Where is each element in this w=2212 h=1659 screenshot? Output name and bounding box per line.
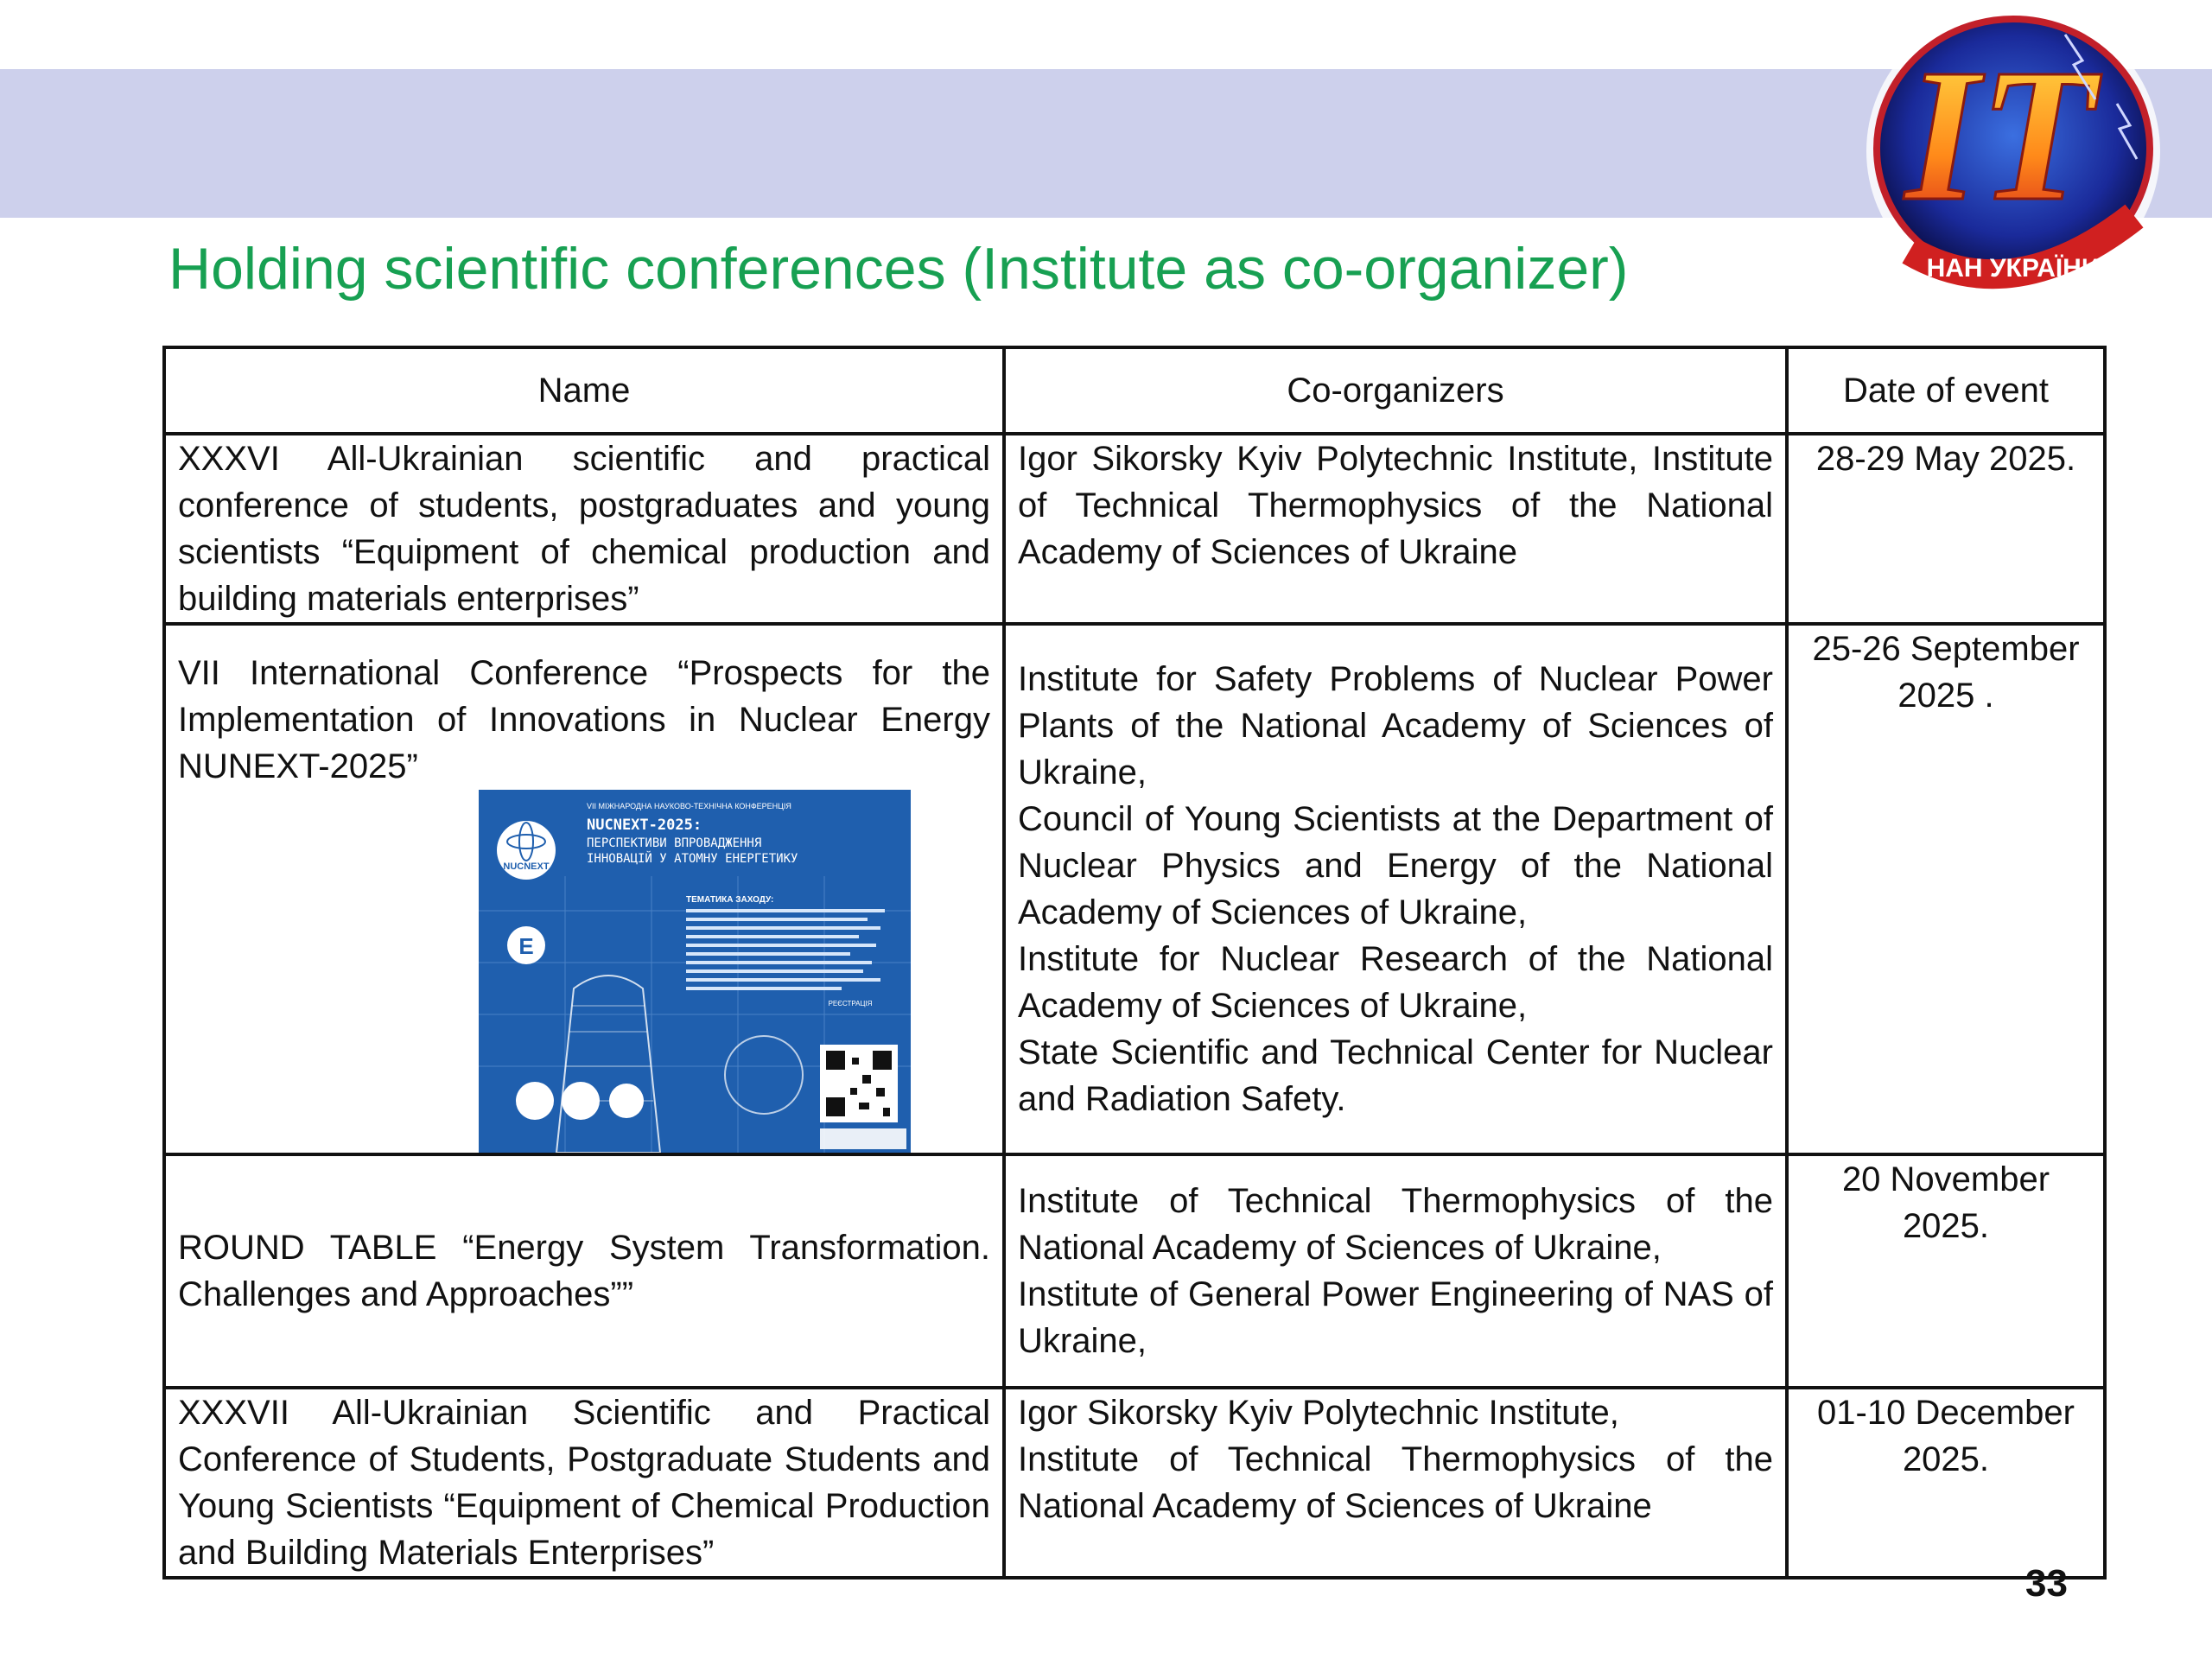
conference-date: 01-10 December 2025.	[1787, 1388, 2105, 1578]
coorganizers-text: Institute of Technical Thermophysics of the National Academy of Sciences of Ukraine, Institute of General Power Engineering of NAS of Ukraine,	[1018, 1182, 1773, 1360]
conference-name: XXXVI All-Ukrainian scientific and practical conference of students, postgraduates and young scientists “Equipment of chemical production and building materials enterprises”	[164, 434, 1004, 624]
poster-logo-text: NUCNEXT	[503, 861, 550, 872]
conference-coorganizers: Igor Sikorsky Kyiv Polytechnic Institute, Institute of Technical Thermophysics of the National Academy of Sciences of Ukraine	[1004, 434, 1787, 624]
coorganizers-text: Igor Sikorsky Kyiv Polytechnic Institute, Institute of Technical Thermophysics of the National Academy of Sciences of Ukraine	[1018, 1394, 1773, 1525]
poster-subtitle-2: ІННОВАЦІЙ У АТОМНУ ЕНЕРГЕТИКУ	[587, 852, 798, 866]
conference-date: 20 November 2025.	[1787, 1154, 2105, 1388]
page-number: 33	[2025, 1562, 2068, 1605]
header-date: Date of event	[1787, 347, 2105, 434]
table-header-row	[164, 347, 2105, 434]
svg-text:E: E	[518, 933, 534, 959]
table-row	[164, 434, 2105, 624]
conference-date: 25-26 September 2025 .	[1787, 624, 2105, 1154]
institute-logo	[1858, 0, 2169, 307]
logo-letters: ІТ	[1905, 29, 2095, 240]
poster-topics-heading: ТЕМАТИКА ЗАХОДУ:	[686, 895, 774, 905]
table-row	[164, 624, 2105, 1154]
conference-date: 28-29 May 2025.	[1787, 434, 2105, 624]
conference-name-cell	[164, 624, 1004, 1154]
header-name: Name	[164, 347, 1004, 434]
conference-poster-image	[479, 790, 911, 1153]
conference-name: XXXVII All-Ukrainian Scientific and Practical Conference of Students, Postgraduate Students and Young Scientists “Equipment of Chemical Production and Building Materials Enterprises”	[164, 1388, 1004, 1578]
poster-registration: РЕЄСТРАЦІЯ	[828, 1000, 873, 1007]
logo-arc-text: НАН УКРАЇНИ	[1926, 254, 2101, 283]
coorganizers-text: Institute for Safety Problems of Nuclear Power Plants of the National Academy of Sciences of Ukraine, Council of Young Scientists at the Department of Nuclear Physics and Energy of the National Academy of Sciences of Ukraine, Institute for Nuclear Research of the National Academy of Sciences of Ukraine, State Scientific and Technical Center for Nuclear and Radiation Safety.	[1018, 660, 1773, 1118]
table-row	[164, 1154, 2105, 1388]
page-title: Holding scientific conferences (Institute as co-organizer)	[168, 236, 1629, 302]
conference-coorganizers	[1004, 1154, 1787, 1388]
conference-coorganizers	[1004, 624, 1787, 1154]
conference-name: ROUND TABLE “Energy System Transformation. Challenges and Approaches””	[164, 1154, 1004, 1388]
table-row	[164, 1388, 2105, 1578]
conference-name: VII International Conference “Prospects for the Implementation of Innovations in Nuclear Energy NUNEXT-2025”	[178, 654, 990, 785]
conference-coorganizers	[1004, 1388, 1787, 1578]
conferences-table	[162, 346, 2107, 1580]
poster-subtitle-1: ПЕРСПЕКТИВИ ВПРОВАДЖЕННЯ	[587, 836, 762, 850]
poster-header: VII МІЖНАРОДНА НАУКОВО-ТЕХНІЧНА КОНФЕРЕНЦІЯ	[587, 802, 791, 810]
header-coorganizers: Co-organizers	[1004, 347, 1787, 434]
poster-title: NUCNEXT-2025:	[587, 817, 702, 834]
